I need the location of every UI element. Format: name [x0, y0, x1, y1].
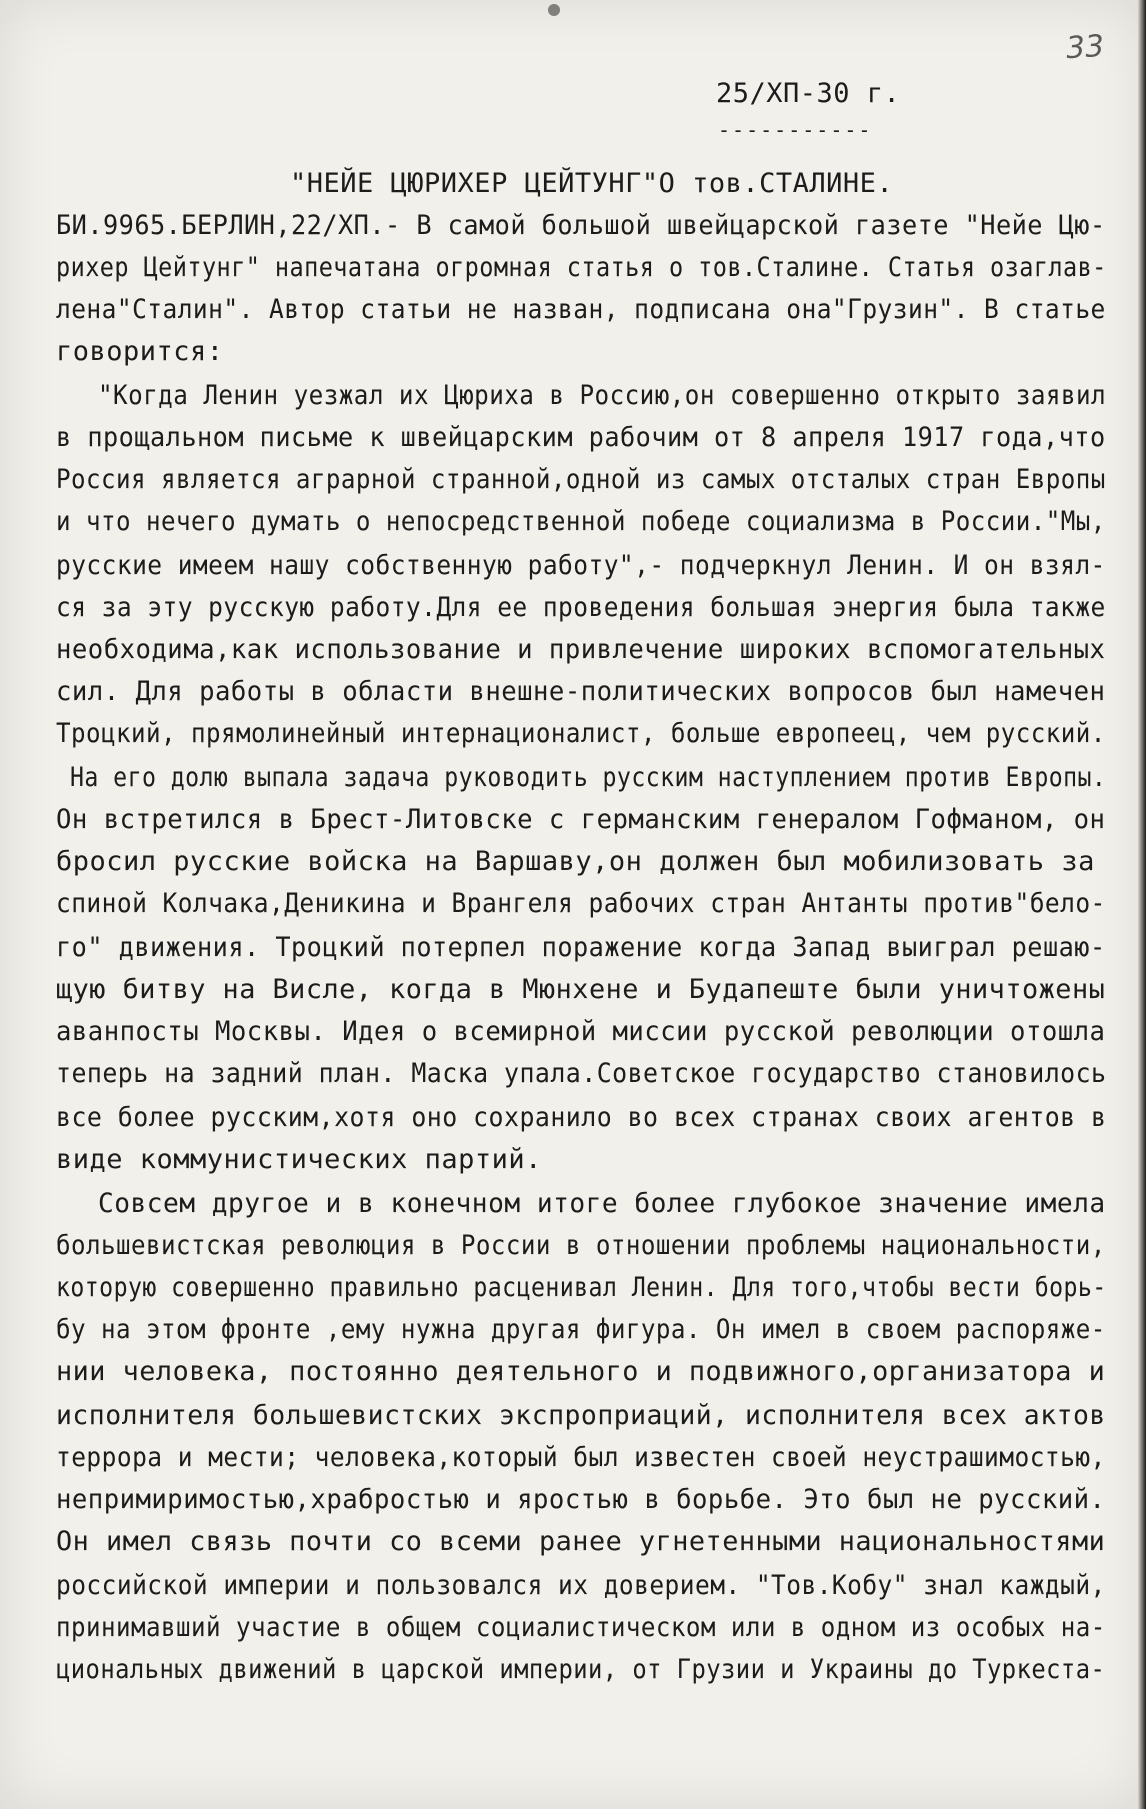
text-line: Троцкий, прямолинейный интернационалист, больше европеец, чем русский.	[56, 718, 1106, 749]
text-line: бу на этом фронте ,ему нужна другая фигура. Он имел в своем распоряже-	[56, 1314, 1106, 1345]
text-line: го" движения. Троцкий потерпел поражение когда Запад выиграл решаю-	[56, 932, 1106, 963]
text-line: принимавший участие в общем социалистическом или в одном из особых на-	[56, 1612, 1106, 1643]
date-underline: -----------	[718, 118, 873, 142]
text-line: непримиримостью,храбростью и яростью в борьбе. Это был не русский.	[56, 1484, 1106, 1515]
text-line: Он имел связь почти со всеми ранее угнетенными национальностями	[56, 1526, 1106, 1557]
text-line: аванпосты Москвы. Идея о всемирной миссии русской революции отошла	[56, 1016, 1106, 1047]
text-line: спиной Колчака,Деникина и Врангеля рабочих стран Антанты против"бело-	[56, 888, 1106, 919]
text-line: виде коммунистических партий.	[56, 1144, 542, 1175]
text-line: щую битву на Висле, когда в Мюнхене и Будапеште были уничтожены	[56, 974, 1106, 1005]
text-line: в прощальном письме к швейцарским рабочим от 8 апреля 1917 года,что	[56, 422, 1106, 453]
text-line: На его долю выпала задача руководить русским наступлением против Европы.	[70, 762, 1107, 793]
text-line: сил. Для работы в области внешне-политических вопросов был намечен	[56, 676, 1106, 707]
text-line: нии человека, постоянно деятельного и подвижного,организатора и	[56, 1356, 1106, 1387]
text-line: исполнителя большевистских экспроприаций, исполнителя всех актов	[56, 1400, 1106, 1431]
text-line: рихер Цейтунг" напечатана огромная статья о тов.Сталине. Статья озаглав-	[56, 252, 1107, 283]
text-line: БИ.9965.БЕРЛИН,22/ХП.- В самой большой швейцарской газете "Нейе Цю-	[56, 210, 1106, 241]
archive-page-number: 33	[1064, 28, 1106, 67]
document-date: 25/ХП-30 г.	[716, 78, 901, 109]
text-line: большевистская революция в России в отношении проблемы национальности,	[56, 1230, 1106, 1261]
document-title: "НЕЙЕ ЦЮРИХЕР ЦЕЙТУНГ"О тов.СТАЛИНЕ.	[290, 168, 894, 199]
text-line: российской империи и пользовался их доверием. "Тов.Кобу" знал каждый,	[56, 1570, 1106, 1601]
text-line: все более русским,хотя оно сохранило во всех странах своих агентов в	[56, 1102, 1107, 1133]
text-line: Совсем другое и в конечном итоге более глубокое значение имела	[98, 1188, 1106, 1219]
text-line: говорится:	[56, 336, 224, 367]
text-line: циональных движений в царской империи, от Грузии и Украины до Туркеста-	[56, 1654, 1106, 1685]
text-line: Он встретился в Брест-Литовске с германским генералом Гофманом, он	[56, 804, 1106, 835]
text-line: русские имеем нашу собственную работу",- подчеркнул Ленин. И он взял-	[56, 550, 1106, 581]
text-line: бросил русские войска на Варшаву,он должен был мобилизовать за	[56, 846, 1095, 877]
text-line: которую совершенно правильно расценивал Ленин. Для того,чтобы вести борь-	[56, 1272, 1107, 1303]
text-line: ся за эту русскую работу.Для ее проведения большая энергия была также	[56, 592, 1106, 623]
text-line: необходима,как использование и привлечение широких вспомогательных	[56, 634, 1106, 665]
text-line: Россия является аграрной странной,одной из самых отсталых стран Европы	[56, 464, 1106, 495]
text-line: "Когда Ленин уезжал их Цюриха в Россию,он совершенно открыто заявил	[98, 380, 1107, 411]
text-line: террора и мести; человека,который был известен своей неустрашимостью,	[56, 1442, 1106, 1473]
text-line: лена"Сталин". Автор статьи не назван, подписана она"Грузин". В статье	[56, 294, 1106, 325]
text-line: теперь на задний план. Маска упала.Советское государство становилось	[56, 1058, 1107, 1089]
punch-hole	[548, 4, 560, 16]
text-line: и что нечего думать о непосредственной победе социализма в России."Мы,	[56, 506, 1106, 537]
